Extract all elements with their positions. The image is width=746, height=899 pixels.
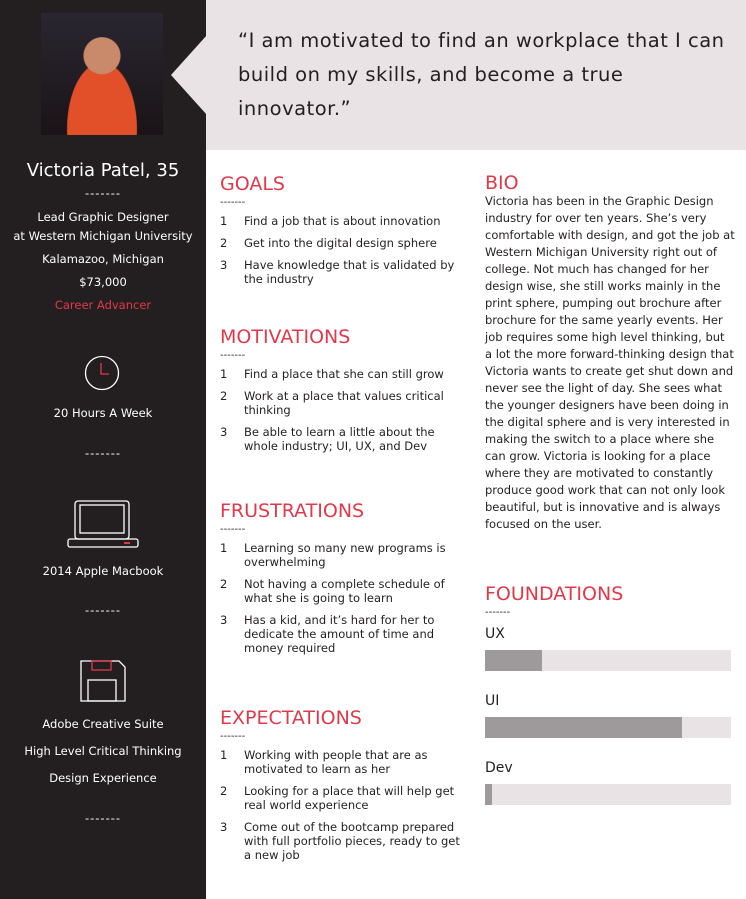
persona-quote: “I am motivated to find an workplace that I can build on my skills, and become a true innovator.” (238, 29, 725, 120)
divider: ------- (84, 811, 122, 825)
list-item: 2 Get into the digital design sphere (220, 236, 437, 250)
list-item: 1 Find a place that she can still grow (220, 367, 444, 381)
divider: ------- (84, 186, 122, 200)
hours-per-week: 20 Hours A Week (53, 406, 153, 420)
foundations-section (485, 583, 731, 805)
list-item: 3 Be able to learn a little about the whole industry; UI, UX, and Dev (220, 425, 435, 453)
skill: Adobe Creative Suite (42, 717, 164, 731)
quote-pointer (171, 35, 207, 115)
job-title: Lead Graphic Designer (37, 210, 169, 224)
employer: at Western Michigan University (13, 229, 193, 243)
divider: ------- (485, 607, 511, 618)
list-item: 3 Come out of the bootcamp prepared with full portfolio pieces, ready to get a new job (220, 820, 460, 862)
list-item: 2 Looking for a place that will help get real world experience (220, 784, 455, 812)
bio-text: Victoria has been in the Graphic Design industry for over ten years. She’s very comfortable with design, and got the job at Western Michigan University right out of college. Not much has changed for her design wise, she still works mainly in the print sphere, pumping out brochure after brochure for the same yearly events. Her job requires some high level thinking, but a lot the more forward-thinking design that Victoria wants to create get shut down and never see the light of day. She sees what the younger designers have been doing in the digital sphere and is very interested in making the switch to a place where she can grow. Victoria is looking for a place where they are motivated to constantly produce good work that can not only look beautiful, but is innovative and is always focused on the user. (485, 194, 735, 531)
section-title: MOTIVATIONS (220, 326, 351, 348)
sidebar (0, 0, 206, 899)
device: 2014 Apple Macbook (42, 564, 164, 578)
divider: ------- (220, 731, 246, 742)
location: Kalamazoo, Michigan (42, 252, 164, 266)
skill-bar-fill (485, 784, 492, 805)
salary: $73,000 (79, 275, 127, 289)
skill-bar-fill (485, 650, 542, 671)
floppy-disk-icon (80, 660, 126, 702)
list-item: 1 Find a job that is about innovation (220, 214, 441, 228)
list-item: 3 Has a kid, and it’s hard for her to dedicate the amount of time and money required (220, 613, 435, 655)
section-title: GOALS (220, 173, 285, 195)
section-title: FRUSTRATIONS (220, 500, 365, 522)
list-item: 3 Have knowledge that is validated by the industry (220, 258, 455, 286)
divider: ------- (220, 524, 246, 535)
skill: High Level Critical Thinking (24, 744, 182, 758)
profile-photo (41, 13, 163, 135)
skill-label: UX (485, 626, 505, 642)
expectations-section (220, 707, 470, 870)
motivations-section (220, 326, 470, 461)
skill-bar (485, 717, 731, 738)
list-item: 2 Not having a complete schedule of what she is going to learn (220, 577, 445, 605)
section-title: FOUNDATIONS (485, 583, 624, 605)
bio-title: BIO (485, 172, 519, 194)
goals-section (220, 173, 470, 294)
skill-bar (485, 784, 731, 805)
list-item: 2 Work at a place that values critical thinking (220, 389, 444, 417)
laptop-icon (66, 499, 140, 549)
persona-name: Victoria Patel, 35 (26, 160, 180, 181)
skill-label: UI (485, 693, 500, 709)
list-item: 1 Learning so many new programs is overwhelming (220, 541, 446, 569)
skill: Design Experience (49, 771, 157, 785)
skill-bar-fill (485, 717, 682, 738)
skill-bar (485, 650, 731, 671)
clock-icon (84, 355, 120, 391)
divider: ------- (84, 446, 122, 460)
persona-type: Career Advancer (54, 298, 152, 312)
section-title: EXPECTATIONS (220, 707, 362, 729)
divider: ------- (220, 350, 246, 361)
frustrations-section (220, 500, 470, 663)
divider: ------- (84, 603, 122, 617)
list-item: 1 Working with people that are as motivated to learn as her (220, 748, 428, 776)
divider: ------- (220, 197, 246, 208)
skill-label: Dev (485, 760, 513, 776)
